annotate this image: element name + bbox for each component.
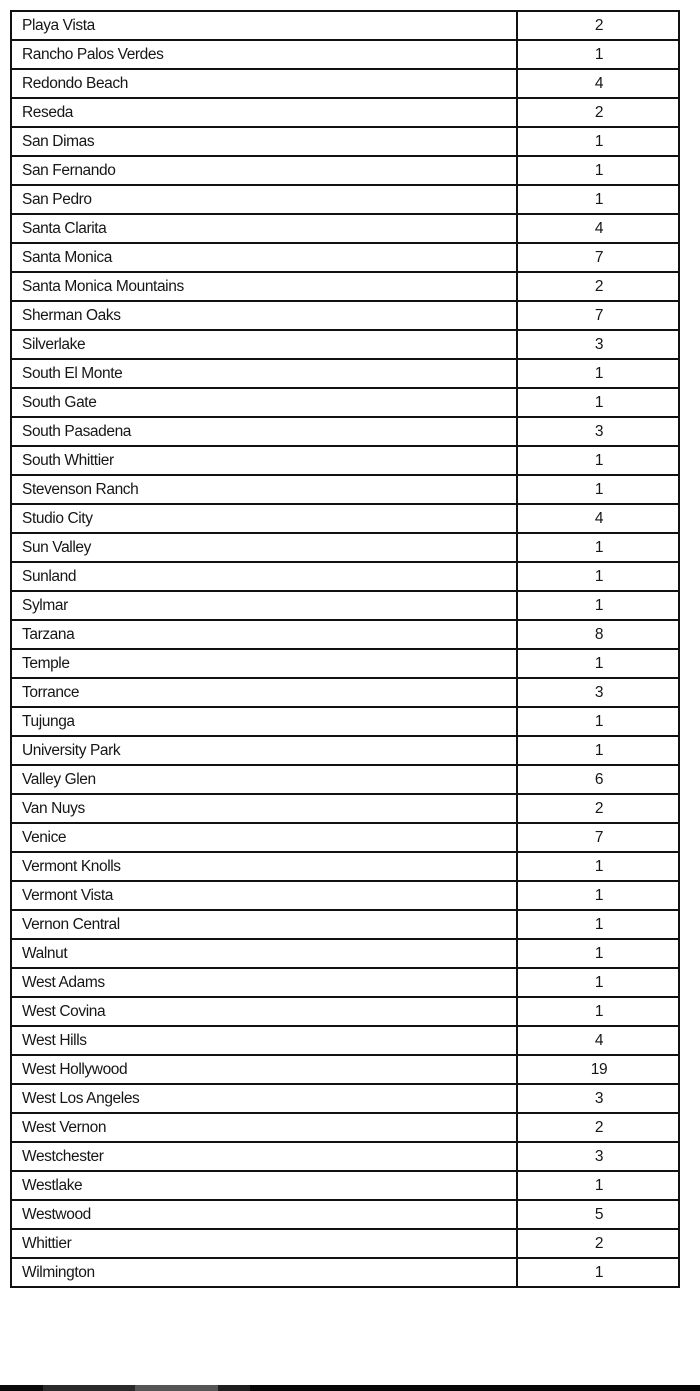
table-row	[11, 69, 679, 98]
count-cell: 2	[517, 11, 679, 40]
place-name-cell: Studio City	[11, 504, 517, 533]
place-count-table	[10, 10, 680, 1288]
table-row	[11, 417, 679, 446]
count-cell: 1	[517, 707, 679, 736]
count-cell: 1	[517, 1171, 679, 1200]
table-row	[11, 11, 679, 40]
place-name-cell: Vermont Vista	[11, 881, 517, 910]
table-row	[11, 794, 679, 823]
place-name-cell: Rancho Palos Verdes	[11, 40, 517, 69]
place-name-cell: South El Monte	[11, 359, 517, 388]
place-name-cell: Playa Vista	[11, 11, 517, 40]
table-row	[11, 185, 679, 214]
table-row	[11, 852, 679, 881]
table-row	[11, 301, 679, 330]
count-cell: 1	[517, 359, 679, 388]
count-cell: 4	[517, 69, 679, 98]
count-cell: 1	[517, 736, 679, 765]
place-name-cell: Tarzana	[11, 620, 517, 649]
place-name-cell: South Whittier	[11, 446, 517, 475]
count-cell: 1	[517, 939, 679, 968]
table-row	[11, 678, 679, 707]
count-cell: 3	[517, 678, 679, 707]
count-cell: 4	[517, 214, 679, 243]
count-cell: 1	[517, 649, 679, 678]
count-cell: 6	[517, 765, 679, 794]
count-cell: 4	[517, 1026, 679, 1055]
place-name-cell: Reseda	[11, 98, 517, 127]
count-cell: 1	[517, 997, 679, 1026]
place-name-cell: Westchester	[11, 1142, 517, 1171]
place-name-cell: Vermont Knolls	[11, 852, 517, 881]
table-row	[11, 98, 679, 127]
count-cell: 1	[517, 127, 679, 156]
table-row	[11, 939, 679, 968]
place-name-cell: West Vernon	[11, 1113, 517, 1142]
count-cell: 2	[517, 98, 679, 127]
place-name-cell: Santa Monica Mountains	[11, 272, 517, 301]
count-cell: 7	[517, 823, 679, 852]
table-row	[11, 156, 679, 185]
place-name-cell: South Pasadena	[11, 417, 517, 446]
place-name-cell: West Los Angeles	[11, 1084, 517, 1113]
count-cell: 1	[517, 388, 679, 417]
count-cell: 3	[517, 1084, 679, 1113]
place-name-cell: Sunland	[11, 562, 517, 591]
count-cell: 19	[517, 1055, 679, 1084]
strip-segment	[43, 1385, 135, 1391]
place-name-cell: Silverlake	[11, 330, 517, 359]
table-row	[11, 968, 679, 997]
table-row	[11, 1113, 679, 1142]
place-name-cell: San Pedro	[11, 185, 517, 214]
count-cell: 2	[517, 272, 679, 301]
count-cell: 2	[517, 794, 679, 823]
strip-segment	[135, 1385, 218, 1391]
place-name-cell: West Covina	[11, 997, 517, 1026]
count-cell: 7	[517, 301, 679, 330]
table-row	[11, 1084, 679, 1113]
count-cell: 8	[517, 620, 679, 649]
place-name-cell: Stevenson Ranch	[11, 475, 517, 504]
table-row	[11, 127, 679, 156]
count-cell: 2	[517, 1229, 679, 1258]
place-name-cell: Walnut	[11, 939, 517, 968]
place-name-cell: Sun Valley	[11, 533, 517, 562]
table-row	[11, 272, 679, 301]
table-row	[11, 388, 679, 417]
place-name-cell: Santa Clarita	[11, 214, 517, 243]
table-row	[11, 1258, 679, 1287]
table-row	[11, 1200, 679, 1229]
table-row	[11, 359, 679, 388]
count-cell: 3	[517, 330, 679, 359]
table-row	[11, 243, 679, 272]
count-cell: 1	[517, 475, 679, 504]
table-row	[11, 620, 679, 649]
place-name-cell: Van Nuys	[11, 794, 517, 823]
table-row	[11, 1142, 679, 1171]
place-name-cell: University Park	[11, 736, 517, 765]
place-name-cell: Torrance	[11, 678, 517, 707]
place-name-cell: West Hollywood	[11, 1055, 517, 1084]
place-name-cell: Venice	[11, 823, 517, 852]
place-name-cell: Redondo Beach	[11, 69, 517, 98]
count-cell: 2	[517, 1113, 679, 1142]
count-cell: 4	[517, 504, 679, 533]
place-name-cell: Wilmington	[11, 1258, 517, 1287]
count-cell: 1	[517, 446, 679, 475]
place-name-cell: Westlake	[11, 1171, 517, 1200]
table-row	[11, 214, 679, 243]
table-row	[11, 446, 679, 475]
table-row	[11, 591, 679, 620]
bottom-taskbar-strip	[0, 1385, 700, 1391]
table-row	[11, 997, 679, 1026]
place-name-cell: Sylmar	[11, 591, 517, 620]
count-cell: 5	[517, 1200, 679, 1229]
table-row	[11, 1171, 679, 1200]
count-cell: 1	[517, 910, 679, 939]
table-row	[11, 40, 679, 69]
table-row	[11, 881, 679, 910]
place-name-cell: San Dimas	[11, 127, 517, 156]
table-row	[11, 562, 679, 591]
table-row	[11, 504, 679, 533]
count-cell: 1	[517, 533, 679, 562]
table-row	[11, 1229, 679, 1258]
table-row	[11, 823, 679, 852]
count-cell: 1	[517, 881, 679, 910]
place-name-cell: Temple	[11, 649, 517, 678]
table-row	[11, 475, 679, 504]
table-row	[11, 707, 679, 736]
place-name-cell: Tujunga	[11, 707, 517, 736]
count-cell: 1	[517, 185, 679, 214]
table-row	[11, 910, 679, 939]
place-name-cell: San Fernando	[11, 156, 517, 185]
table-row	[11, 533, 679, 562]
table-row	[11, 765, 679, 794]
place-name-cell: South Gate	[11, 388, 517, 417]
place-name-cell: Westwood	[11, 1200, 517, 1229]
count-cell: 1	[517, 156, 679, 185]
table-row	[11, 649, 679, 678]
count-cell: 1	[517, 591, 679, 620]
place-name-cell: Santa Monica	[11, 243, 517, 272]
table-row	[11, 1026, 679, 1055]
strip-segment	[218, 1385, 250, 1391]
table-row	[11, 330, 679, 359]
place-name-cell: West Hills	[11, 1026, 517, 1055]
count-cell: 1	[517, 40, 679, 69]
place-name-cell: Valley Glen	[11, 765, 517, 794]
strip-segment	[0, 1385, 43, 1391]
count-cell: 3	[517, 417, 679, 446]
count-cell: 1	[517, 562, 679, 591]
place-name-cell: Sherman Oaks	[11, 301, 517, 330]
place-name-cell: Whittier	[11, 1229, 517, 1258]
strip-segment	[250, 1385, 700, 1391]
count-cell: 1	[517, 968, 679, 997]
place-name-cell: Vernon Central	[11, 910, 517, 939]
place-name-cell: West Adams	[11, 968, 517, 997]
table-row	[11, 736, 679, 765]
count-cell: 1	[517, 852, 679, 881]
count-cell: 1	[517, 1258, 679, 1287]
count-cell: 7	[517, 243, 679, 272]
document-page	[10, 10, 678, 1288]
table-row	[11, 1055, 679, 1084]
table-body	[11, 11, 679, 1287]
count-cell: 3	[517, 1142, 679, 1171]
